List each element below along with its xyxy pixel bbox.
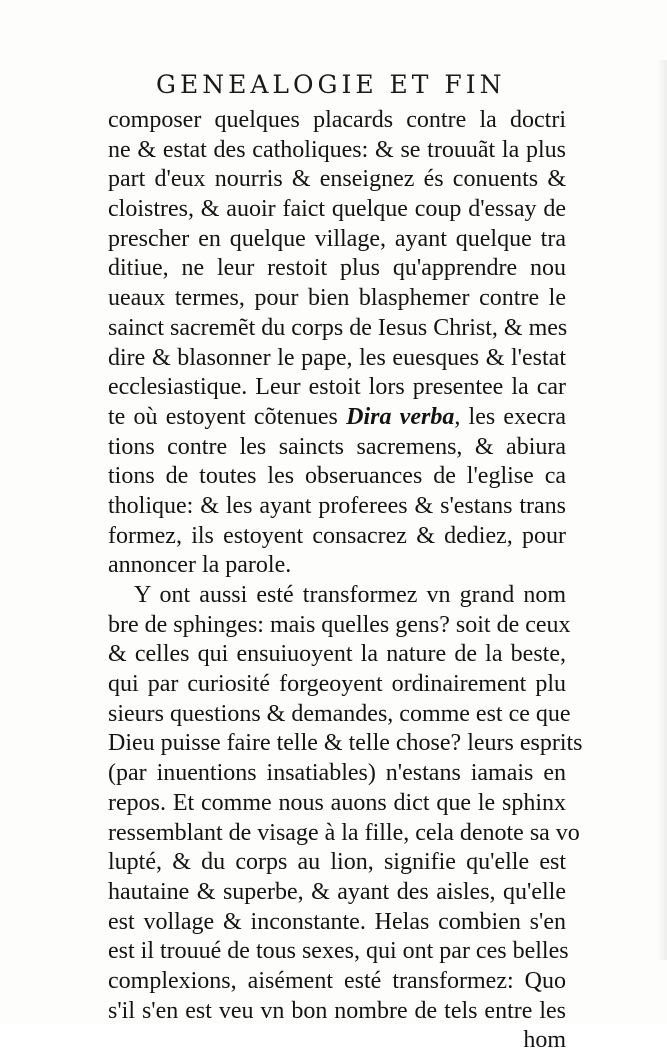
text-line: cloistres, & auoir faict quelque coup d'essay de xyxy=(108,196,566,223)
text-line: annoncer la parole. xyxy=(108,552,292,579)
text-line: formez, ils estoyent consacrez & dediez, pour xyxy=(108,522,566,549)
running-header: GENEALOGIE ET FIN xyxy=(156,70,506,99)
text-line: sainct sacremẽt du corps de Iesus Christ, & mes xyxy=(108,314,568,341)
italic-phrase: Dira verba xyxy=(346,403,455,430)
text-line: qui par curiosité forgeoyent ordinairement plu xyxy=(108,671,566,698)
text-line: & celles qui ensuiuoyent la nature de la beste, xyxy=(108,641,566,668)
text-line: prescher en quelque village, ayant quelque tra xyxy=(108,225,566,252)
text-line: lupté, & du corps au lion, signifie qu'elle est xyxy=(108,849,566,876)
scan-edge-shadow xyxy=(657,60,667,960)
text-line: ueaux termes, pour bien blasphemer contre le xyxy=(108,285,566,312)
text-line: repos. Et comme nous auons dict que le sphinx xyxy=(108,789,566,816)
text-line: composer quelques placards contre la doctri xyxy=(108,107,566,133)
text-segment: te où estoyent cõtenues xyxy=(108,403,347,430)
text-line: ne & estat des catholiques: & se trouuãt la plus xyxy=(108,136,566,163)
text-line: ditiue, ne leur restoit plus qu'apprendre nou xyxy=(108,255,566,282)
text-line: part d'eux nourris & enseignez és conuents & xyxy=(108,166,566,193)
text-line: ressemblant de visage à la fille, cela denote sa vo xyxy=(108,819,580,846)
text-line: tions de toutes les obseruances de l'eglise ca xyxy=(108,463,566,490)
text-line: est il trouué de tous sexes, qui ont par ces belles xyxy=(108,938,569,965)
text-line-with-italic xyxy=(108,403,566,433)
text-line: s'il s'en est veu vn bon nombre de tels entre les xyxy=(108,997,566,1024)
text-line: ecclesiastique. Leur estoit lors presentee la car xyxy=(108,374,566,401)
text-line: (par inuentions insatiables) n'estans iamais en xyxy=(108,760,566,787)
paragraph-start-line: Y ont aussi esté transformez vn grand nom xyxy=(134,582,566,608)
text-line: complexions, aisément esté transformez: Quo xyxy=(108,967,566,994)
main-text-block xyxy=(108,106,583,1056)
text-segment: , les execra xyxy=(454,403,567,430)
text-line: bre de sphinges: mais quelles gens? soit de ceux xyxy=(108,611,571,638)
text-line: tions contre les saincts sacremens, & abiura xyxy=(108,433,566,460)
text-line: sieurs questions & demandes, comme est ce que xyxy=(108,700,571,727)
text-line: Dieu puisse faire telle & telle chose? leurs esprits xyxy=(108,730,583,757)
text-line: dire & blasonner le pape, les euesques & l'estat xyxy=(108,344,566,371)
text-line: est vollage & inconstante. Helas combien s'en xyxy=(108,908,566,935)
catchword: hom xyxy=(523,1027,566,1054)
text-line: hautaine & superbe, & ayant des aisles, qu'elle xyxy=(108,878,566,905)
text-line: tholique: & les ayant proferees & s'estans trans xyxy=(108,492,566,519)
